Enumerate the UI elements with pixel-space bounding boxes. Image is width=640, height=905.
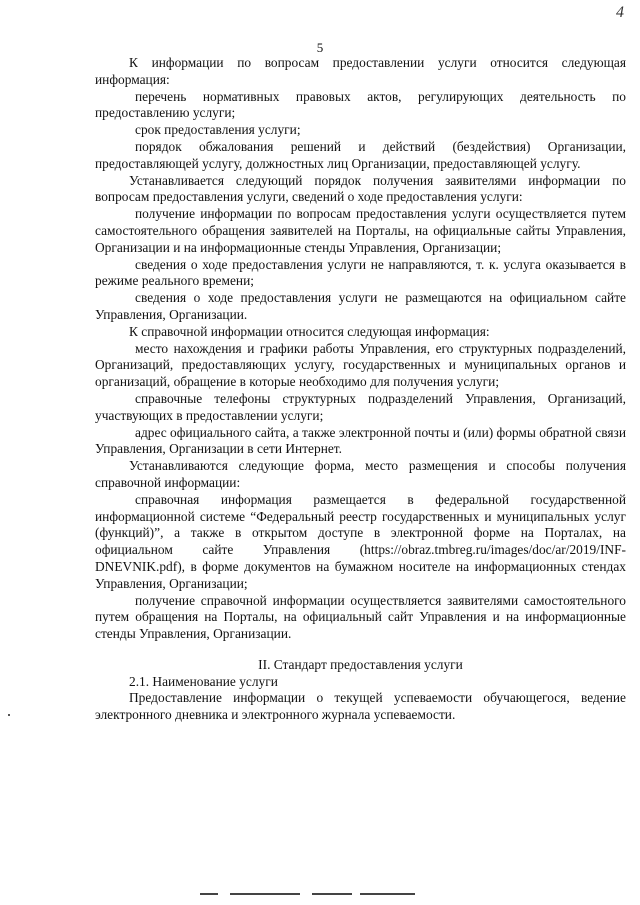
paragraph-reference-obtaining: получение справочной информации осуществляется заявителями самостоятельного путем обращения на Порталы, на официальный сайт Управления и на информационные стенды Управления, Организации. <box>95 592 626 642</box>
margin-dot <box>8 714 10 716</box>
paragraph-reference-info-intro: К справочной информации относится следующая информация: <box>129 323 490 339</box>
section-title: II. Стандарт предоставления услуги <box>258 656 463 672</box>
paragraph-progress-not-published: сведения о ходе предоставления услуги не размещаются на официальном сайте Управления, Организации. <box>95 290 626 322</box>
paragraph-progress-not-sent: сведения о ходе предоставления услуги не направляются, т. к. услуга оказывается в режиме реального времени; <box>95 256 626 289</box>
paragraph-reference-placement: справочная информация размещается в федеральной государственной информационной системе “Федеральный реестр государственных и муниципальных услуг (функций)”, а также в открытом доступе в электронной форме на Порталах, на официальном сайте Управления (https://obraz.tmbreg.ru/images/doc/ar/2019/INF-DNEVNIK.pdf), в форме документов на бумажном носителе на информационных стендах Управления, Организации; <box>95 491 626 591</box>
paragraph-order-obtaining: Устанавливается следующий порядок получения заявителями информации по вопросам предоставления услуги, сведений о ходе предоставления услуги: <box>95 172 626 205</box>
paragraph-location-schedule: место нахождения и графики работы Управления, его структурных подразделений, Организаций, предоставляющих услугу, государственных и муниципальных органов и организаций, обращение в которые необходимо для получения услуги; <box>95 340 626 390</box>
subsection-text: Предоставление информации о текущей успеваемости обучающегося, ведение электронного дневника и электронного журнала успеваемости. <box>95 690 626 723</box>
footer-scan-marks <box>200 893 420 897</box>
corner-handwritten-mark: 4 <box>616 4 624 21</box>
paragraph-phones: справочные телефоны структурных подразделений Управления, Организаций, участвующих в предоставлении услуги; <box>95 390 626 423</box>
paragraph-service-term: срок предоставления услуги; <box>135 122 301 138</box>
paragraph-normative-acts: перечень нормативных правовых актов, регулирующих деятельность по предоставлению услуги; <box>95 88 626 121</box>
subsection-heading: 2.1. Наименование услуги <box>129 673 278 689</box>
paragraph-appeal-procedure: порядок обжалования решений и действий (бездействия) Организации, предоставляющей услугу, должностных лиц Организации, предоставляющей услугу. <box>95 138 626 171</box>
document-body <box>95 55 626 724</box>
paragraph-info-intro: К информации по вопросам предоставлении услуги относится следующая информация: <box>95 55 626 87</box>
paragraph-website-address: адрес официального сайта, а также электронной почты и (или) формы обратной связи Управления, Организации в сети Интернет. <box>95 424 626 457</box>
paragraph-obtaining-info: получение информации по вопросам предоставления услуги осуществляется путем самостоятельного обращения заявителей на Порталы, на официальные сайты Управления, Организации и на информационные стенды Управления, Организации; <box>95 206 626 255</box>
page-number: 5 <box>316 40 324 55</box>
paragraph-placement-methods: Устанавливаются следующие форма, место размещения и способы получения справочной информации: <box>95 458 626 490</box>
